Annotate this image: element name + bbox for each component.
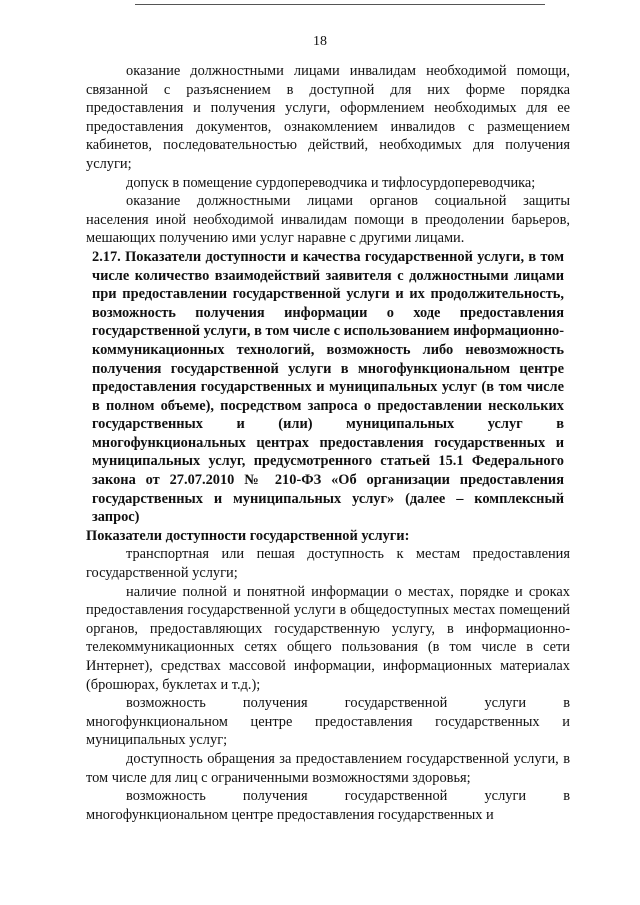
- paragraph-sign-interpreter: допуск в помещение сурдопереводчика и тифлосурдопереводчика;: [126, 174, 536, 191]
- section-heading-2-17: 2.17. Показатели доступности и качества государственной услуги, в том числе количество взаимодействий заявителя с должностными лицами при предоставлении государственной услуги и их продолжительность, возможность получения информации о ходе предоставления государственной услуги, в том числе с использованием информационно-коммуникационных технологий, возможность либо невозможность получения государственной услуги в многофункциональном центре предоставления государственных и муниципальных услуг (в том числе в полном объеме), посредством запроса о предоставлении нескольких государственных и (или) муниципальных услуг в многофункциональных центрах предоставления государственных и муниципальных услуг, предусмотренного статьей 15.1 Федерального закона от 27.07.2010 № 210-ФЗ «Об организации предоставления государственных и муниципальных услуг» (далее – комплексный запрос): [92, 248, 564, 526]
- accessibility-title: Показатели доступности государственной услуги:: [86, 527, 410, 544]
- section-assistance: [86, 62, 570, 248]
- list-item: возможность получения государственной услуги в многофункциональном центре предоставления государственных и муниципальных услуг;: [86, 695, 570, 749]
- document-body: [86, 62, 570, 824]
- list-item: наличие полной и понятной информации о местах, порядке и сроках предоставления государственной услуги в общедоступных местах помещений органов, предоставляющих государственную услугу, в информационно-телекоммуникационных сетях общего пользования (в том числе в сети Интернет), средствах массовой информации, информационных материалах (брошюрах, буклетах и т.д.);: [86, 583, 570, 693]
- page-number: 18: [313, 34, 327, 49]
- list-item: возможность получения государственной услуги в многофункциональном центре предоставления государственных и: [86, 788, 570, 823]
- accessibility-list: [86, 545, 570, 824]
- list-item: транспортная или пешая доступность к местам предоставления государственной услуги;: [86, 546, 570, 582]
- paragraph-assistance: оказание должностными лицами инвалидам необходимой помощи, связанной с разъяснением в доступной для них форме порядка предоставления и получения услуги, оформлением необходимых для ее предоставления документов, ознакомлением инвалидов с размещением кабинетов, последовательностью действий, необходимых для получения услуги;: [86, 63, 570, 172]
- list-item: доступность обращения за предоставлением государственной услуги, в том числе для лиц с ограниченными возможностями здоровья;: [86, 750, 570, 786]
- paragraph-social-protection: оказание должностными лицами органов социальной защиты населения иной необходимой инвалидам помощи в преодолении барьеров, мешающих получению ими услуг наравне с другими лицами.: [86, 193, 570, 247]
- top-rule: [135, 4, 545, 5]
